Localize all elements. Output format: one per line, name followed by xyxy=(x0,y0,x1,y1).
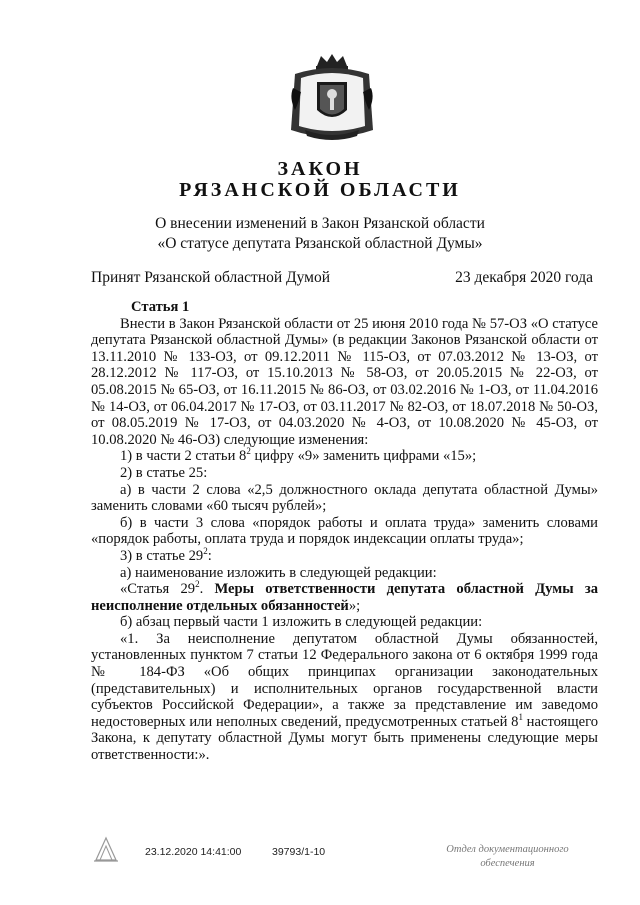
quote-article-title: «Статья $29^2$. Меры ответственности депутата областной Думы за неисполнение отдельных обязанностей»; xyxy=(91,579,598,614)
duma-logo-icon xyxy=(92,834,120,864)
law-title: ЗАКОН xyxy=(277,158,363,180)
item-1: 1) в части 2 статьи $8^2$ цифру «9» заменить цифрами «15»; xyxy=(120,446,477,465)
intro-paragraph: Внести в Закон Рязанской области от 25 июня 2010 года № 57-ОЗ «О статусе депутата Рязанской областной Думы» (в редакции Законов Рязанской области от 13.11.2010 № 133-ОЗ, от 09.12.2011 № 115-ОЗ, от 07.03.2012 № 13-ОЗ, от 28.12.2012 № 117-ОЗ, от 15.10.2013 № 58-ОЗ, от 20.05.2015 № 22-ОЗ, от 05.08.2015 № 65-ОЗ, от 16.11.2015 № 86-ОЗ, от 03.02.2016 № 1-ОЗ, от 11.04.2016 № 14-ОЗ, от 06.04.2017 № 17-ОЗ, от 03.11.2017 № 82-ОЗ, от 18.07.2018 № 50-ОЗ, от 08.05.2019 № 17-ОЗ, от 04.03.2020 № 4-ОЗ, от 10.08.2020 № 45-ОЗ, от 10.08.2020 № 46-ОЗ) следующие изменения: xyxy=(91,315,598,448)
item-2b: б) в части 3 слова «порядок работы и оплата труда» заменить словами «порядок работы, оплата труда и порядок индексации оплаты труда»; xyxy=(91,514,598,548)
law-subtitle-line1: О внесении изменений в Закон Рязанской области xyxy=(155,215,485,232)
adopted-date: 23 декабря 2020 года xyxy=(455,269,593,286)
item-3: 3) в статье $29^2$: xyxy=(120,546,212,564)
coat-of-arms-icon xyxy=(287,52,377,144)
department-stamp: Отдел документационного обеспечения xyxy=(446,844,569,869)
item-3b: б) абзац первый части 1 изложить в следующей редакции: xyxy=(120,614,483,631)
item-2a: а) в части 2 слова «2,5 должностного оклада депутата областной Думы» заменить словами «60 тысяч рублей»; xyxy=(91,481,598,515)
article-heading: Статья 1 xyxy=(131,299,190,315)
law-body xyxy=(91,299,598,764)
quote-paragraph: «1. За неисполнение депутатом областной Думы обязанностей, установленных пунктом 7 статьи 12 Федерального закона от 6 октября 1999 года № 184-ФЗ «Об общих принципах организации законодательных (представительных) и исполнительных органов государственной власти субъектов Российской Федерации», а также за представление им заведомо недостоверных или неполных сведений, предусмотренных статьей $8^1$ настоящего Закона, к депутату областной Думы могут быть применены следующие меры ответственности:». xyxy=(91,630,598,764)
item-3a: а) наименование изложить в следующей редакции: xyxy=(120,564,437,581)
law-subtitle-line2: «О статусе депутата Рязанской областной Думы» xyxy=(157,235,483,252)
item-2: 2) в статье 25: xyxy=(120,464,208,481)
footer-number: 39793/1-10 xyxy=(272,846,326,858)
footer-datetime: 23.12.2020 14:41:00 xyxy=(145,846,242,858)
adopted-by: Принят Рязанской областной Думой xyxy=(91,269,331,286)
region-title: РЯЗАНСКОЙ ОБЛАСТИ xyxy=(179,179,461,201)
